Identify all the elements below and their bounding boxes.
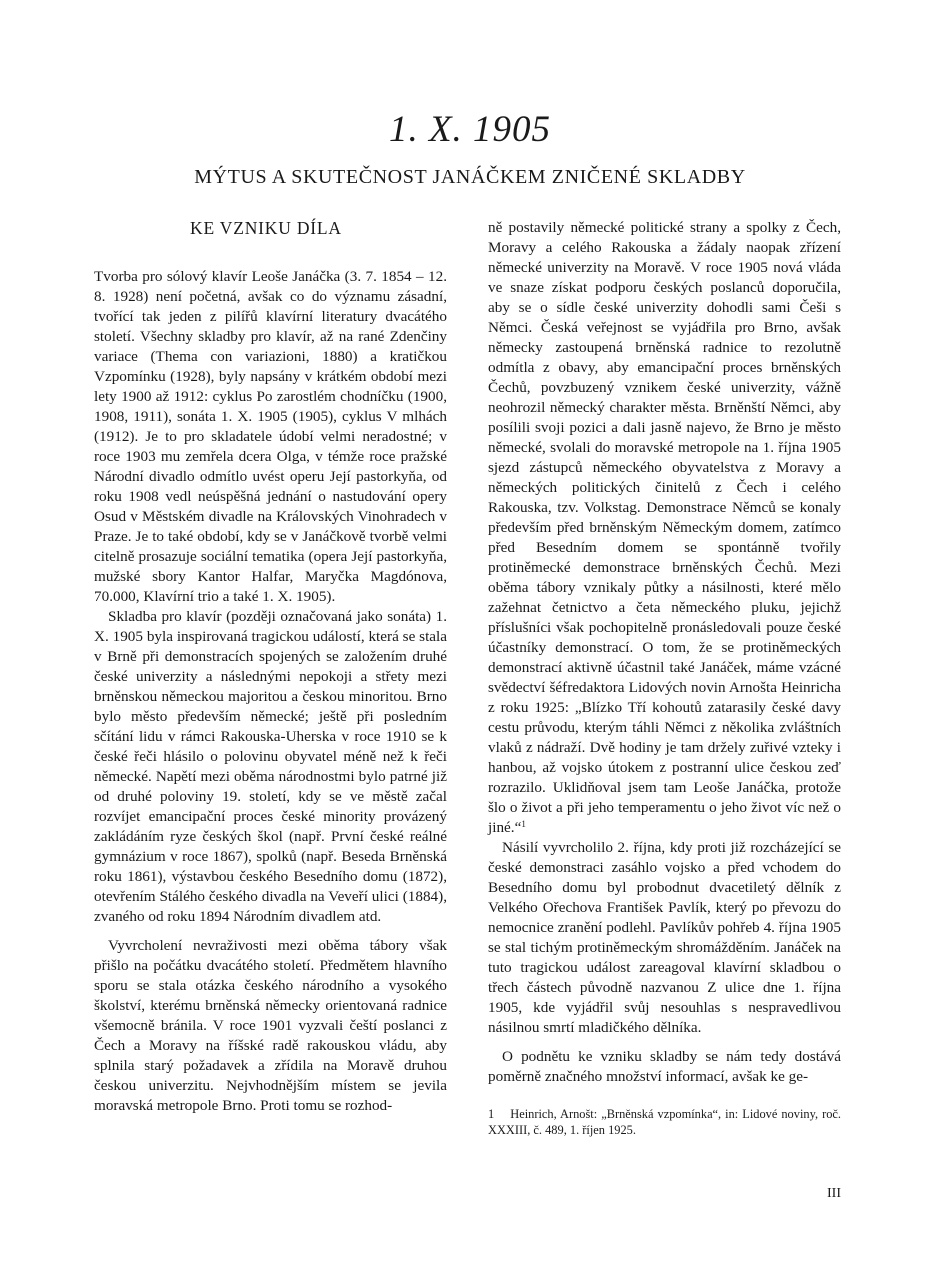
left-column [94, 212, 447, 1116]
section-heading: KE VZNIKU DÍLA [190, 218, 342, 238]
paragraph: Vyvrcholení nevraživosti mezi oběma tábory však přišlo na počátku dvacátého století. Předmětem hlavního sporu se stala otázka českého národního a vysokého školství, kterému brněnská německy orientovaná radnice všemocně bránila. V roce 1901 vyzvali čeští poslanci z Čech a Moravy na říšské radě rakouskou vládu, aby splnila starý požadavek a zřídila na Moravě druhou českou univerzitu. Nejvhodnějším místem se jevila moravská metropole Brno. Proti tomu se rozhod- [94, 937, 447, 1114]
paragraph [488, 218, 841, 838]
footnote-reference: 1 [521, 819, 526, 829]
paragraph: O podnětu ke vzniku skladby se nám tedy dostává poměrně značného množství informací, avšak ke ge- [488, 1048, 841, 1085]
footnote-text: Heinrich, Arnošt: „Brněnská vzpomínka“, in: Lidové noviny, roč. XXXIII, č. 489, 1. říjen 1925. [488, 1107, 841, 1137]
paragraph: Násilí vyvrcholilo 2. října, kdy proti již rozcházející se české demonstraci zasáhlo vojsko a před vchodem do Besedního domu byl probodnut dvacetiletý dělník z Velkého Ořechova František Pavlík, který po převozu do nemocnice zranění podlehl. Pavlíkův pohřeb 4. října 1905 se stal tichým protiněmeckým shromážděním. Janáček na tuto tragickou událost zareagoval klavírní skladbou o třech částech původně nazvanou Z ulice dne 1. října 1905, kde vyjádřil svůj nesouhlas s nespravedlivou násilnou smrtí mladičkého dělníka. [488, 839, 841, 1036]
page-subtitle: MÝTUS A SKUTEČNOST JANÁČKEM ZNIČENÉ SKLADBY [194, 166, 746, 188]
right-column [488, 218, 841, 1087]
paragraph-text: ně postavily německé politické strany a spolky z Čech, Moravy a celého Rakouska a žádaly naopak zřízení německé univerzity na Moravě. V roce 1905 nová vláda ve snaze získat podporu českých poslanců doporučila, aby se o sídle české univerzity dohodli sami Češi s Němci. Česká veřejnost se vyjádřila pro Brno, avšak německy zastoupená brněnská radnice to rezolutně odmítla z obavy, aby emancipační proces brněnských Čechů, povzbuzený vznikem české univerzity, vážně neohrozil německý charakter města. Brněnští Němci, aby posílili svoji pozici a dali jasně najevo, že Brno je město německé, svolali do moravské metropole na 1. října 1905 sjezd zástupců německého obyvatelstva z Moravy a německých politických činitelů z Čech i celého Rakouska, tzv. Volkstag. Demonstrace Němců se konaly především před brněnským Německým domem, zatímco před Besedním domem se spontánně tvořily protiněmecké demonstrace brněnských Čechů. Mezi oběma tábory vznikaly půtky a násilnosti, které mělo zažehnat četnictvo a četa německého pluku, jejichž příslušníci však pochopitelně pronásledovali pouze české účastníky demonstrací. O tom, že se protiněmeckých demonstrací aktivně účastnil také Janáček, máme vzácné svědectví šéfredaktora Lidových novin Arnošta Heinricha z roku 1925: „Blízko Tří kohoutů zatarasily české davy cestu průvodu, kterým táhli Němci z několika zvláštních vlaků z nádraží. Dvě hodiny je tam držely zuřivé vzteky i hanbou, až vojsko útokem z postranní ulice českou zeď rozrazilo. Uklidňoval jsem tam Leoše Janáčka, protože šlo o život a při jeho temperamentu o jeho život víc než o jiné.“ [488, 219, 841, 836]
paragraph: Tvorba pro sólový klavír Leoše Janáčka (3. 7. 1854 – 12. 8. 1928) není početná, avšak co do významu zásadní, tvořící tak jeden z pilířů klavírní literatury dvacátého století. Všechny skladby pro klavír, až na rané Zdenčiny variace (Thema con variazioni, 1880) a kratičkou Vzpomínku (1928), byly napsány v krátkém období mezi lety 1900 až 1912: cyklus Po zarostlém chodníčku (1900, 1908, 1911), sonáta 1. X. 1905 (1905), cyklus V mlhách (1912). Je to pro skladatele údobí velmi neradostné; v roce 1903 mu zemřela dcera Olga, v témže roce pražské Národní divadlo odmítlo uvést operu Její pastorkyňa, od roku 1908 vedl neúspěšná jednání o nastudování opery Osud v Městském divadle na Královských Vinohradech v Praze. Je to také období, kdy se v Janáčkově tvorbě velmi citelně prosazuje sociální tematika (opera Její pastorkyňa, mužské sbory Kantor Halfar, Maryčka Magdónova, 70.000, Klavírní trio a také 1. X. 1905). [94, 268, 447, 605]
footnote [488, 1106, 841, 1138]
page-number: III [827, 1186, 841, 1201]
footnote-number: 1 [488, 1107, 495, 1121]
page-title: 1. X. 1905 [388, 109, 552, 150]
paragraph: Skladba pro klavír (později označovaná jako sonáta) 1. X. 1905 byla inspirovaná tragickou událostí, která se stala v Brně při demonstracích spojených se založením druhé české univerzity a následnými nepokoji a střety mezi brněnskou německou majoritou a českou minoritou. Brno bylo město především německé; ještě při posledním sčítání lidu v rámci Rakouska-Uherska v roce 1910 se k české řeči hlásilo o polovinu obyvatel méně než k řeči německé. Napětí mezi oběma národnostmi bylo patrné již od druhé poloviny 19. století, kdy se ve městě začal rozvíjet emancipační proces české minority provázený zakládáním ryze českých škol (např. První české reálné gymnázium v roce 1867), spolků (např. Beseda Brněnská roku 1861), výstavbou českého Besedního domu (1872), otevřením Stálého českého divadla na Veveří ulici (1884), zvaného od roku 1894 Národním divadlem atd. [94, 608, 447, 925]
